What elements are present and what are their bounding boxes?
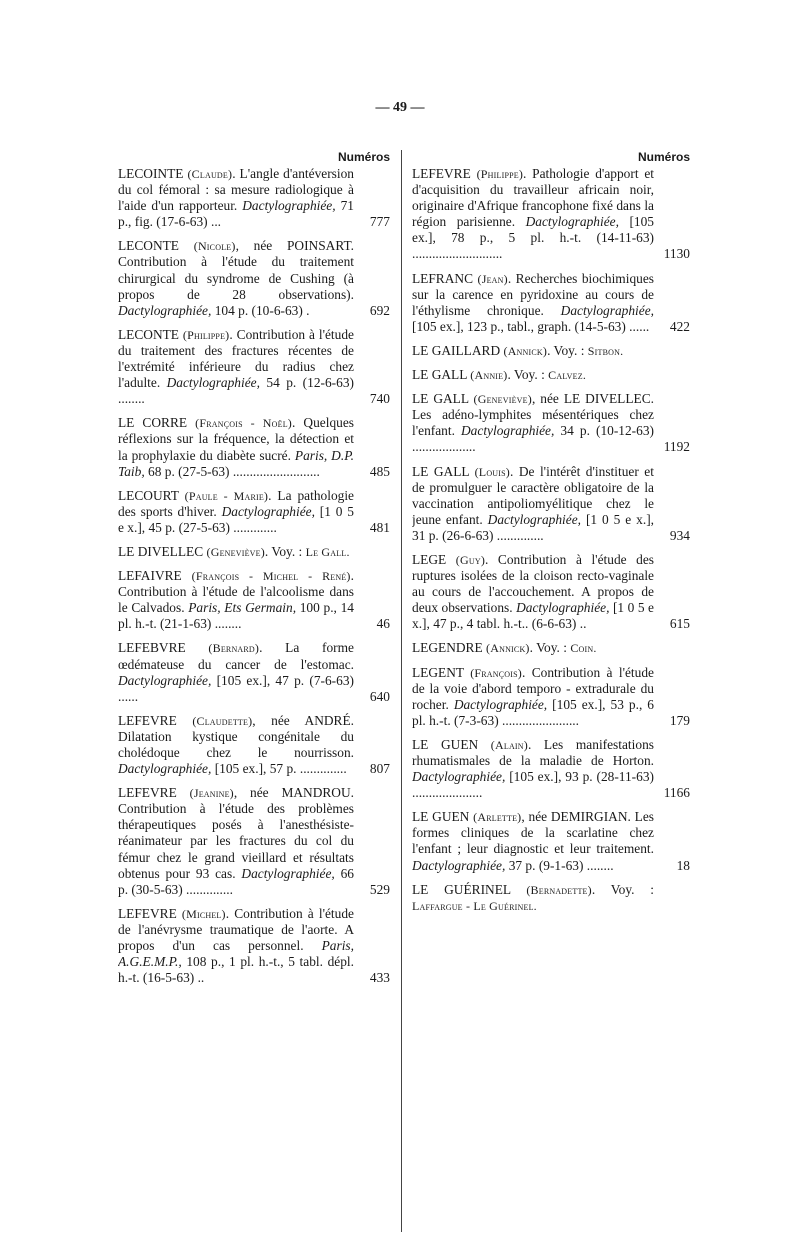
entry-given-name: (Louis) — [474, 464, 510, 479]
entry-author: LECOURT — [118, 487, 179, 503]
entry-author: LEFAIVRE — [118, 568, 182, 584]
entry-text — [118, 713, 354, 777]
entry-author: LEFEVRE — [118, 712, 177, 728]
entry-given-name: (Geneviève) — [206, 544, 265, 559]
entry-given-name: (Michel) — [181, 906, 226, 921]
entry-number: 807 — [369, 761, 390, 777]
entry-number: 433 — [369, 970, 390, 986]
entry-publisher: Dactylographiée, — [241, 865, 335, 881]
page-number: — 49 — — [375, 100, 425, 115]
entry-description: . Voy. : — [264, 543, 306, 559]
entry-description: . La forme œdémateuse du cancer de l'estomac. — [118, 640, 354, 672]
entry-details: 71 p., fig. (17-6-63) ... — [118, 198, 354, 230]
entry-details: Laffargue - Le Guérinel. — [412, 898, 537, 913]
entry-description: . Pathologie d'apport et d'acquisition du travailleur africain noir, originaire d'Afrique francophone fixé dans la région parisienne. — [412, 166, 654, 230]
entry-description: . Contribution à l'étude des ruptures isolées de la cloison recto-vaginale au cours de l'accouchement. A propos de deux observations. — [412, 551, 654, 616]
entry-author: LEFRANC — [412, 270, 474, 286]
entry-text — [412, 343, 654, 359]
entry-description: . De l'intérêt d'instituer et de promulguer le caractère obligatoire de la vaccination antipoliomyélitique chez le jeune enfant. — [412, 463, 654, 527]
bibliography-entry — [412, 552, 690, 632]
entry-details: [105 ex.], 47 p. (7-6-63) ...... — [118, 672, 354, 704]
entry-description: . Voy. : — [507, 367, 549, 383]
entry-publisher: Dactylographiée, — [525, 214, 619, 230]
entry-number: 740 — [369, 391, 390, 407]
entry-number: 481 — [369, 519, 390, 535]
entry-details: [1 0 5 e x.], 31 p. (26-6-63) .............. — [412, 511, 655, 543]
entry-description: , née MANDROU. Contribution à l'étude des problèmes thérapeutiques posés à l'anesthésiste-réanimateur par les fractures du col du fémur chez le grand vieillard et résultats obtenus pour 93 cas. — [118, 785, 354, 881]
entry-text — [118, 544, 354, 560]
entry-author: LE GAILLARD — [412, 342, 501, 358]
entry-given-name: (François - Noël) — [195, 416, 292, 431]
entry-text — [412, 464, 654, 544]
entry-number: 1130 — [663, 246, 690, 262]
entry-description: , née POINSART. Contribution à l'étude du traitement chirurgical du syndrome de Cushing (à propos de 28 observations). — [118, 238, 354, 302]
entry-details: 100 p., 14 pl. h.-t. (21-1-63) ........ — [118, 600, 354, 632]
bibliography-entry — [118, 415, 390, 479]
entry-publisher: Dactylographiée, — [118, 761, 212, 777]
entry-text — [412, 809, 654, 873]
right-column — [412, 150, 690, 922]
entry-description: . Contribution à l'étude de la voie d'abord temporo - extradurale du rocher. — [412, 664, 654, 712]
entry-details: 66 p. (30-5-63) .............. — [118, 865, 354, 897]
entry-description: . Les manifestations rhumatismales de la maladie de Horton. — [412, 736, 654, 768]
entry-number: 179 — [669, 712, 690, 728]
entry-details: [1 0 5 e x.], 47 p., 4 tabl. h.-t.. (6-6-63) .. — [412, 600, 654, 632]
entry-details: 68 p. (27-5-63) .......................... — [144, 463, 320, 479]
entry-description: . Recherches biochimiques sur la carence en pyridoxine au cours de l'éthylisme chronique. — [412, 270, 654, 318]
entry-number: 485 — [369, 463, 390, 479]
entry-publisher: Dactylographiée, — [166, 375, 260, 391]
entry-details: 34 p. (10-12-63) ................... — [412, 423, 654, 455]
entry-number: 692 — [369, 302, 390, 318]
entry-text — [118, 785, 354, 898]
entry-given-name: (Philippe) — [476, 167, 524, 181]
entry-text — [412, 367, 654, 383]
bibliography-entry — [412, 882, 690, 914]
entry-text — [412, 882, 654, 914]
entry-given-name: (Alain) — [490, 737, 528, 752]
entry-description: . La pathologie des sports d'hiver. — [118, 487, 354, 519]
column-header-numeros: Numéros — [337, 150, 390, 164]
bibliography-entry — [412, 367, 690, 383]
entry-number: 777 — [369, 214, 390, 230]
entry-details: [105 ex.], 57 p. .............. — [211, 761, 347, 777]
bibliography-entry — [412, 343, 690, 359]
entry-text — [412, 665, 654, 729]
entry-author: LE CORRE — [118, 415, 188, 431]
entry-author: LE GALL — [412, 367, 467, 383]
entry-text — [412, 640, 654, 656]
entry-details: [105 ex.], 93 p. (28-11-63) ..................... — [412, 769, 654, 801]
entry-text — [118, 166, 354, 230]
entry-text — [118, 568, 354, 632]
entry-description: . Quelques réflexions sur la fréquence, la détection et la prophylaxie du diabète sucré. — [118, 415, 354, 463]
left-column — [118, 150, 390, 994]
entry-text — [118, 415, 354, 479]
entry-description: , née ANDRÉ. Dilatation kystique congénitale du cholédoque chez le nourrisson. — [118, 712, 354, 760]
entry-text — [118, 327, 354, 407]
bibliography-entry — [118, 640, 390, 704]
entry-given-name: (Nicole) — [193, 239, 236, 254]
entry-publisher: Paris, Ets Germain, — [188, 600, 297, 616]
bibliography-entry — [118, 488, 390, 536]
entry-author: LECONTE — [118, 238, 179, 254]
entry-given-name: (François - Michel - René) — [191, 569, 351, 584]
entry-text — [412, 271, 654, 335]
bibliography-entry — [412, 640, 690, 656]
entry-number: 18 — [676, 857, 690, 873]
entry-given-name: (Guy) — [455, 552, 486, 567]
entry-description: . Voy. : — [547, 342, 588, 358]
entry-details: Le Gall. — [305, 544, 350, 559]
entry-number: 422 — [669, 318, 690, 334]
entry-text — [118, 906, 354, 986]
bibliography-entry — [118, 544, 390, 560]
bibliography-entry — [118, 327, 390, 407]
entry-author: LE GALL — [412, 391, 469, 407]
entry-description: . Contribution à l'étude du traitement des fractures récentes de l'extrémité inférieure du radius chez l'adulte. — [118, 326, 354, 391]
entry-details: 104 p. (10-6-63) . — [211, 302, 310, 318]
entry-text — [412, 552, 654, 632]
left-entries — [118, 166, 390, 986]
entry-number: 1192 — [663, 439, 690, 455]
entry-text — [118, 640, 354, 704]
entry-given-name: (Paule - Marie) — [184, 488, 269, 503]
entry-author: LE GUEN — [412, 809, 470, 825]
entry-given-name: (Annie) — [470, 368, 508, 383]
entry-publisher: Paris, D.P. Taib, — [118, 447, 354, 479]
entry-details: [105 ex.], 53 p., 6 pl. h.-t. (7-3-63) ....................... — [412, 696, 654, 728]
entry-author: LE GUÉRINEL — [412, 881, 511, 897]
entry-given-name: (Arlette) — [473, 810, 522, 825]
entry-description: . Voy. : — [529, 640, 571, 656]
entry-number: 615 — [669, 616, 690, 632]
entry-publisher: Dactylographiée, — [118, 672, 212, 688]
entry-text — [118, 238, 354, 318]
entry-given-name: (Annick) — [503, 343, 548, 358]
entry-details: 108 p., 1 pl. h.-t., 5 tabl. dépl. h.-t. (16-5-63) .. — [118, 954, 354, 986]
entry-details: [105 ex.], 78 p., 5 pl. h.-t. (14-11-63) ........................... — [412, 214, 654, 262]
entry-given-name: (Geneviève) — [473, 392, 532, 407]
entry-details: Sitbon. — [587, 343, 624, 358]
entry-author: LE GUEN — [412, 736, 479, 752]
bibliography-entry — [412, 809, 690, 873]
bibliography-entry — [412, 271, 690, 335]
entry-details: [1 0 5 e x.], 45 p. (27-5-63) ............. — [118, 503, 354, 535]
bibliography-entry — [412, 166, 690, 263]
bibliography-entry — [412, 665, 690, 729]
entry-details: 54 p. (12-6-63) ........ — [118, 375, 354, 407]
entry-author: LE GALL — [412, 463, 470, 479]
column-header-numeros: Numéros — [637, 150, 690, 164]
entry-author: LE DIVELLEC — [118, 543, 204, 559]
bibliography-entry — [118, 785, 390, 898]
entry-author: LEFEVRE — [412, 166, 471, 181]
entry-description: , née LE DIVELLEC. Les adéno-lymphites mésentériques chez l'enfant. — [412, 391, 654, 439]
entry-details: [105 ex.], 123 p., tabl., graph. (14-5-63) ...... — [412, 318, 650, 334]
entry-given-name: (Annick) — [486, 641, 530, 656]
entry-publisher: Dactylographiée, — [118, 302, 212, 318]
entry-author: LEFEVRE — [118, 905, 177, 921]
entry-given-name: (Claude) — [187, 167, 233, 181]
entry-author: LECOINTE — [118, 166, 184, 181]
entry-given-name: (Jeanine) — [189, 786, 234, 801]
entry-details: Calvez. — [548, 368, 587, 383]
entry-number: 934 — [669, 527, 690, 543]
bibliography-entry — [118, 166, 390, 230]
entry-publisher: Paris, A.G.E.M.P., — [118, 938, 354, 970]
bibliography-entry — [412, 391, 690, 455]
entry-given-name: (Bernadette) — [526, 882, 592, 897]
bibliography-entry — [118, 568, 390, 632]
right-entries — [412, 166, 690, 914]
entry-author: LECONTE — [118, 326, 179, 342]
entry-author: LEGE — [412, 551, 447, 567]
entry-publisher: Dactylographiée, — [412, 857, 506, 873]
entry-description: . Voy. : — [591, 881, 654, 897]
column-divider — [401, 150, 402, 1232]
entry-publisher: Dactylographiée, — [412, 769, 506, 785]
entry-text — [412, 166, 654, 263]
entry-author: LEFEBVRE — [118, 640, 186, 656]
entry-publisher: Dactylographiée, — [453, 696, 548, 712]
entry-description: , née DEMIRGIAN. Les formes cliniques de la scarlatine chez l'enfant ; leur diagnostic et leur traitement. — [412, 809, 654, 857]
bibliography-entry — [118, 713, 390, 777]
entry-text — [412, 391, 654, 455]
bibliography-entry — [118, 238, 390, 318]
entry-author: LEGENDRE — [412, 640, 483, 656]
entry-publisher: Dactylographiée, — [221, 503, 315, 519]
entry-description: . Contribution à l'étude de l'anévrysme traumatique de l'aorte. A propos d'un cas personnel. — [118, 905, 354, 954]
entry-publisher: Dactylographiée, — [461, 423, 555, 439]
entry-number: 529 — [369, 881, 390, 897]
entry-given-name: (François) — [470, 665, 522, 680]
entry-given-name: (Philippe) — [182, 327, 230, 342]
entry-details: 37 p. (9-1-63) ........ — [505, 857, 614, 873]
entry-number: 46 — [376, 616, 390, 632]
entry-publisher: Dactylographiée, — [242, 198, 336, 214]
entry-author: LEFEVRE — [118, 785, 177, 801]
entry-given-name: (Jean) — [477, 271, 508, 286]
entry-description: . Contribution à l'étude de l'alcoolisme dans le Calvados. — [118, 568, 354, 616]
bibliography-entry — [412, 464, 690, 544]
entry-text — [412, 737, 654, 801]
bibliography-entry — [118, 906, 390, 986]
entry-publisher: Dactylographiée, — [560, 302, 654, 318]
entry-author: LEGENT — [412, 664, 464, 680]
entry-publisher: Dactylographiée, — [487, 511, 582, 527]
entry-given-name: (Claudette) — [192, 713, 253, 728]
bibliography-entry — [412, 737, 690, 801]
entry-given-name: (Bernard) — [208, 641, 260, 656]
entry-description: . L'angle d'antéversion du col fémoral : sa mesure radiologique à l'aide d'un rapporteur. — [118, 166, 354, 214]
entry-details: Coin. — [570, 641, 597, 656]
entry-publisher: Dactylographiée, — [516, 600, 610, 616]
entry-number: 1166 — [663, 785, 690, 801]
entry-text — [118, 488, 354, 536]
entry-number: 640 — [369, 688, 390, 704]
